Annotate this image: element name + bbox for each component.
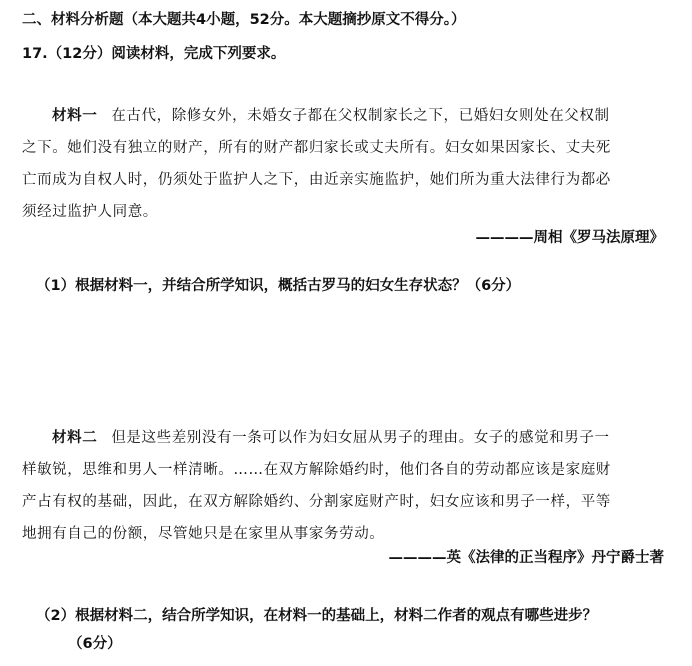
material-1-text-line: 之下。她们没有独立的财产，所有的财产都归家长或丈夫所有。妇女如果因家长、丈夫死 [22, 140, 611, 156]
material-2-text-line: 但是这些差别没有一条可以作为妇女屈从男子的理由。女子的感觉和男子一 [111, 430, 610, 446]
material-2-text-line: 产占有权的基础，因此，在双方解除婚约、分割家庭财产时，妇女应该和男子一样，平等 [22, 494, 611, 510]
material-1-text-line: 须经过监护人同意。 [22, 204, 158, 220]
material-2-text-line: 样敏锐，思维和男人一样清晰。……在双方解除婚约时，他们各自的劳动都应该是家庭财 [22, 462, 611, 478]
material-1-text-line: 亡而成为自权人时，仍须处于监护人之下，由近亲实施监护，她们所为重大法律行为都必 [22, 172, 611, 188]
material-1-source: ————周相《罗马法原理》 [475, 230, 664, 246]
question-1: （1）根据材料一，并结合所学知识，概括古罗马的妇女生存状态？（6分） [36, 278, 521, 294]
material-2-source: ————英《法律的正当程序》丹宁爵士著 [388, 550, 664, 566]
material-1-label: 材料一 [52, 108, 98, 124]
material-2-label: 材料二 [52, 430, 98, 446]
question-2-points: （6分） [68, 636, 122, 652]
section-header: 二、材料分析题（本大题共4小题，52分。本大题摘抄原文不得分。） [22, 12, 466, 28]
question-2: （2）根据材料二，结合所学知识，在材料一的基础上，材料二作者的观点有哪些进步？ [36, 608, 598, 624]
material-1-text-line: 在古代，除修女外，未婚女子都在父权制家长之下，已婚妇女则处在父权制 [111, 108, 610, 124]
material-2-text-line: 地拥有自己的份额，尽管她只是在家里从事家务劳动。 [22, 526, 385, 542]
question-17-heading: 17.（12分）阅读材料，完成下列要求。 [22, 46, 286, 62]
